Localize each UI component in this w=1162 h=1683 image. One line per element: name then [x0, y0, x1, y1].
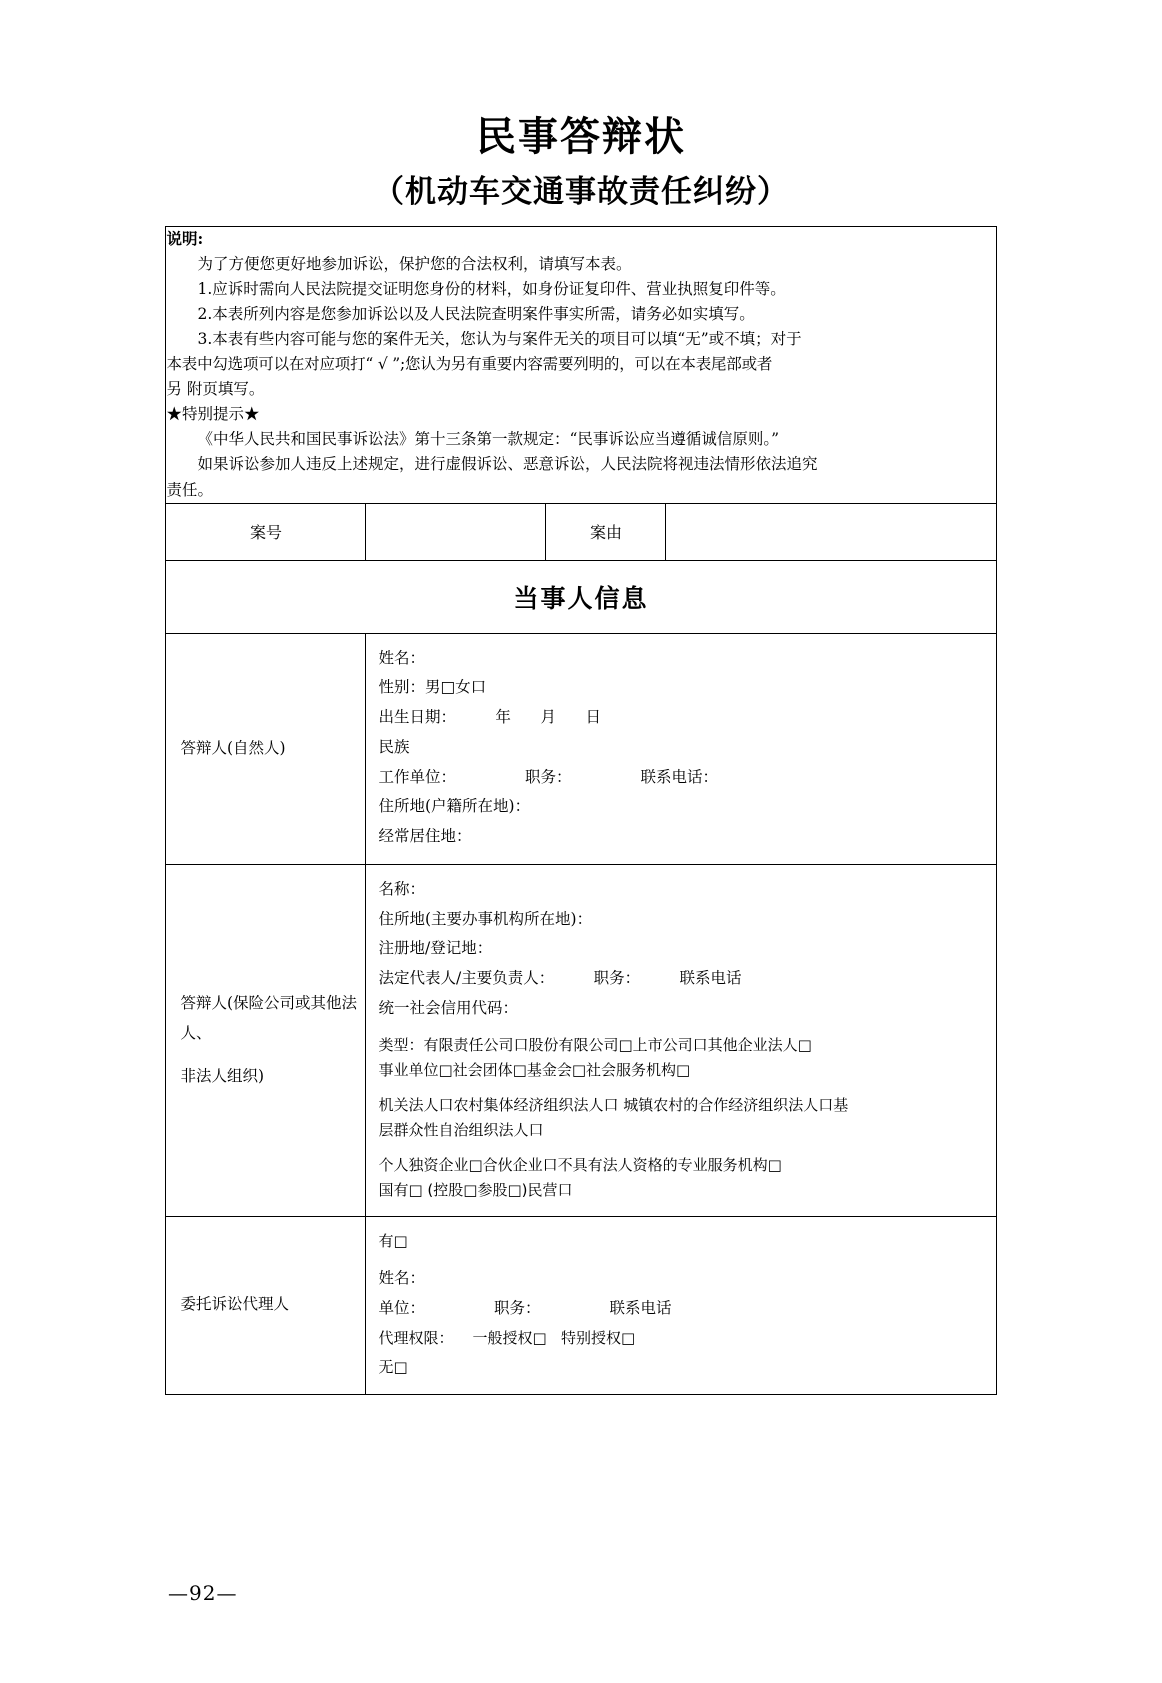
- agent-none-checkbox[interactable]: 无□: [378, 1357, 408, 1376]
- legal-person-fields[interactable]: [366, 864, 996, 1216]
- agent-has-checkbox[interactable]: 有□: [378, 1231, 408, 1250]
- agent-label: 委托诉讼代理人: [166, 1216, 366, 1394]
- special-notice-line-2: 如果诉讼参加人违反上述规定，进行虚假诉讼、恶意诉讼，人民法院将视违法情形依法追究: [197, 455, 818, 474]
- legal-person-row: [166, 864, 996, 1216]
- note-line-1: 1.应诉时需向人民法院提交证明您身份的材料，如身份证复印件、营业执照复印件等。: [197, 279, 786, 298]
- field-habitual-residence[interactable]: 经常居住地：: [378, 827, 472, 846]
- notes-cell: [166, 227, 996, 503]
- field-entity-type-line-4[interactable]: 层群众性自治组织法人口: [378, 1121, 544, 1140]
- special-notice-line-1: 《中华人民共和国民事诉讼法》第十三条第一款规定：“民事诉讼应当遵循诚信原则。”: [197, 430, 780, 449]
- agent-field-name[interactable]: 姓名：: [378, 1269, 425, 1288]
- case-info-row: [166, 503, 996, 560]
- section-header-party-info: 当事人信息: [166, 560, 996, 633]
- field-entity-type-line-5[interactable]: 个人独资企业□合伙企业口不具有法人资格的专业服务机构□: [378, 1155, 782, 1174]
- field-birthdate[interactable]: 出生日期： 年 月 日: [378, 708, 602, 727]
- natural-person-label: 答辩人(自然人): [166, 633, 366, 864]
- legal-person-label: [166, 864, 366, 1216]
- legal-person-label-line-2: 非法人组织): [180, 1066, 265, 1085]
- legal-person-label-line-1: 答辩人(保险公司或其他法人、: [180, 994, 358, 1042]
- agent-row: [166, 1216, 996, 1394]
- field-entity-type-line-3[interactable]: 机关法人口农村集体经济组织法人口 城镇农村的合作经济组织法人口基: [378, 1095, 849, 1114]
- field-registration-place[interactable]: 注册地/登记地：: [378, 939, 493, 958]
- note-line-intro: 为了方便您更好地参加诉讼，保护您的合法权利，请填写本表。: [197, 254, 632, 273]
- natural-person-fields[interactable]: [366, 633, 996, 864]
- field-entity-type-line-6[interactable]: 国有□ (控股□参股□)民营口: [378, 1181, 573, 1200]
- agent-field-unit-position-phone[interactable]: 单位： 职务： 联系电话: [378, 1299, 672, 1318]
- case-number-label: 案号: [166, 503, 366, 560]
- field-gender[interactable]: 性别：男□女口: [378, 678, 487, 697]
- field-entity-type-line-1[interactable]: 类型：有限责任公司口股份有限公司□上市公司口其他企业法人□: [378, 1035, 812, 1054]
- field-employer-position-phone[interactable]: 工作单位： 职务： 联系电话：: [378, 767, 718, 786]
- note-line-2: 2.本表所列内容是您参加诉讼以及人民法院查明案件事实所需，请务必如实填写。: [197, 304, 755, 323]
- field-name[interactable]: 姓名：: [378, 648, 425, 667]
- page-subtitle: （机动车交通事故责任纠纷）: [373, 174, 789, 210]
- special-notice-line-3: 责任。: [166, 480, 213, 499]
- notes-row: [166, 227, 996, 503]
- section-header-row: [166, 560, 996, 633]
- special-notice-title: ★特别提示★: [166, 405, 260, 424]
- legal-person-label-spacer: [180, 1048, 365, 1062]
- notes-heading: 说明:: [166, 229, 204, 249]
- note-line-3: 3.本表有些内容可能与您的案件无关，您认为与案件无关的项目可以填“无”或不填；对于: [197, 329, 802, 348]
- page-title: 民事答辩状: [476, 113, 686, 160]
- field-entity-type-line-2[interactable]: 事业单位□社会团体□基金会□社会服务机构□: [378, 1061, 691, 1080]
- case-number-input[interactable]: [366, 503, 546, 560]
- natural-person-row: [166, 633, 996, 864]
- cause-label: 案由: [546, 503, 666, 560]
- note-line-3-cont-b: 另 附页填写。: [166, 380, 265, 399]
- field-legal-representative[interactable]: 法定代表人/主要负责人： 职务： 联系电话: [378, 969, 742, 988]
- agent-fields[interactable]: [366, 1216, 996, 1394]
- field-ethnicity[interactable]: 民族: [378, 737, 410, 756]
- field-domicile[interactable]: 住所地(户籍所在地)：: [378, 797, 531, 816]
- field-entity-name[interactable]: 名称：: [378, 879, 425, 898]
- note-line-3-cont-a: 本表中勾选项可以在对应项打“ √ ”;您认为另有重要内容需要列明的，可以在本表尾部或者: [166, 354, 773, 373]
- agent-field-authority-scope[interactable]: 代理权限： 一般授权□ 特别授权□: [378, 1328, 636, 1347]
- title-block: [0, 0, 1162, 212]
- field-credit-code[interactable]: 统一社会信用代码：: [378, 998, 518, 1017]
- main-form-table: [165, 226, 996, 1394]
- cause-input[interactable]: [666, 503, 996, 560]
- page-number: —92—: [168, 1581, 238, 1605]
- field-entity-domicile[interactable]: 住所地(主要办事机构所在地)：: [378, 909, 593, 928]
